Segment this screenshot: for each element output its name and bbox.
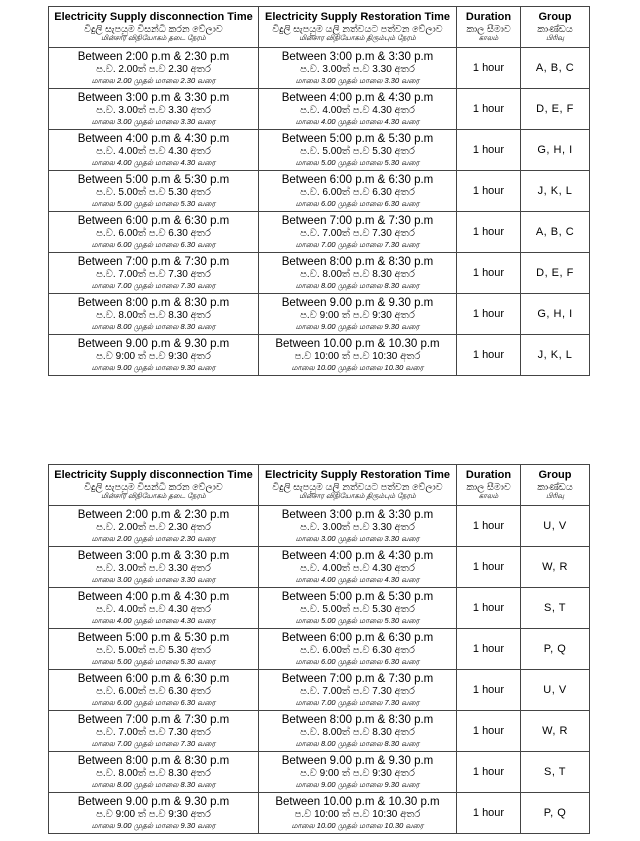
restoration-time-si: ප.ව. 7.00ත් ප.ව 7.30 අතර [300,228,415,240]
duration-cell: 1 hour [457,212,521,253]
header-group-en: Group [538,10,572,23]
restoration-time-en: Between 8:00 p.m & 8:30 p.m [281,713,434,726]
restoration-time-en: Between 10.00 p.m & 10.30 p.m [275,795,440,808]
disconnection-time-si: ප.ව. 8.00ත් ප.ව 8.30 අතර [96,768,211,780]
restoration-time-si: ප.ව. 3.00ත් ප.ව 3.30 අතර [300,522,415,534]
restoration-time-ta: மாலை 5.00 முதல் மாலை 5.30 வரை [295,158,420,168]
restoration-time-si: ප.ව. 8.00ත් ප.ව 8.30 අතර [300,727,415,739]
group-cell: U, V [521,670,590,711]
disconnection-time-ta: மாலை 6.00 முதல் மாலை 6.30 வரை [91,240,216,250]
disconnection-time-ta: மாலை 4.00 முதல் மாலை 4.30 வரை [91,616,216,626]
disconnection-time-si: ප.ව. 7.00ත් ප.ව 7.30 අතර [96,269,211,281]
disconnection-time-si: ප.ව. 5.00ත් ප.ව 5.30 අතර [96,187,211,199]
group-cell: J, K, L [521,171,590,212]
disconnection-time-cell [49,588,259,629]
disconnection-time-en: Between 2:00 p.m & 2:30 p.m [77,50,230,63]
table-row [49,629,590,670]
header-duration [457,465,521,506]
duration-cell: 1 hour [457,335,521,376]
restoration-time-cell [259,48,457,89]
disconnection-time-cell [49,793,259,834]
disconnection-time-en: Between 6:00 p.m & 6:30 p.m [77,214,230,227]
restoration-time-cell [259,793,457,834]
disconnection-time-ta: மாலை 3.00 முதல் மாலை 3.30 வரை [91,575,216,585]
header-disconnection-si: විදුලි සැපයුම විසන්ධි කරන වේලාව [84,481,223,493]
disconnection-time-ta: மாலை 2.00 முதல் மாலை 2.30 வரை [91,534,216,544]
header-group-ta: பிரிவு [545,35,565,43]
restoration-time-en: Between 5:00 p.m & 5:30 p.m [281,590,434,603]
duration-cell: 1 hour [457,752,521,793]
duration-cell: 1 hour [457,294,521,335]
restoration-time-si: ප.ව. 6.00ත් ප.ව 6.30 අතර [300,645,415,657]
restoration-time-si: ප.ව. 6.00ත් ප.ව 6.30 අතර [300,187,415,199]
restoration-time-cell [259,506,457,547]
group-cell: W, R [521,711,590,752]
restoration-time-si: ප.ව. 5.00ත් ප.ව 5.30 අතර [300,146,415,158]
header-restoration [259,465,457,506]
restoration-time-si: ප.ව. 3.00ත් ප.ව 3.30 අතර [300,64,415,76]
disconnection-time-en: Between 8:00 p.m & 8:30 p.m [77,754,230,767]
restoration-time-en: Between 8:00 p.m & 8:30 p.m [281,255,434,268]
header-duration-en: Duration [465,468,512,481]
disconnection-time-en: Between 5:00 p.m & 5:30 p.m [77,631,230,644]
restoration-time-en: Between 6:00 p.m & 6:30 p.m [281,173,434,186]
restoration-time-si: ප.ව 10:00 ත් ප.ව 10:30 අතර [294,809,421,821]
disconnection-time-ta: மாலை 2.00 முதல் மாலை 2.30 வரை [91,76,216,86]
table-row [49,711,590,752]
duration-cell: 1 hour [457,171,521,212]
header-disconnection-si: විදුලි සැපයුම විසන්ධි කරන වේලාව [84,23,223,35]
disconnection-time-en: Between 5:00 p.m & 5:30 p.m [77,173,230,186]
header-group-en: Group [538,468,572,481]
restoration-time-cell [259,711,457,752]
disconnection-time-ta: மாலை 7.00 முதல் மாலை 7.30 வரை [91,739,216,749]
disconnection-time-cell [49,48,259,89]
disconnection-time-si: ප.ව. 4.00ත් ප.ව 4.30 අතර [96,604,211,616]
header-duration-ta: காலம் [478,493,499,501]
table-row [49,670,590,711]
restoration-time-cell [259,335,457,376]
restoration-time-ta: மாலை 3.00 முதல் மாலை 3.30 வரை [295,76,420,86]
header-restoration-si: විදුලි සැපයුම යලි නත්වයට පත්වන වේලාව [272,481,443,493]
disconnection-time-en: Between 7:00 p.m & 7:30 p.m [77,713,230,726]
restoration-time-si: ප.ව 10:00 ත් ප.ව 10:30 අතර [294,351,421,363]
disconnection-time-ta: மாலை 8.00 முதல் மாலை 8.30 வரை [91,322,216,332]
restoration-time-cell [259,547,457,588]
table-row [49,506,590,547]
header-group-si: කාණ්ඩය [537,23,573,35]
disconnection-time-en: Between 4:00 p.m & 4:30 p.m [77,132,230,145]
group-cell: D, E, F [521,89,590,130]
group-cell: S, T [521,752,590,793]
restoration-time-en: Between 9.00 p.m & 9.30 p.m [281,296,434,309]
header-restoration-ta: மின்சார விநியோகம் திரும்பும் நேரம் [299,493,416,501]
disconnection-time-si: ප.ව. 2.00ත් ප.ව 2.30 අතර [96,64,211,76]
disconnection-time-si: ප.ව. 6.00ත් ප.ව 6.30 අතර [96,686,211,698]
group-cell: G, H, I [521,294,590,335]
restoration-time-ta: மாலை 8.00 முதல் மாலை 8.30 வரை [295,739,420,749]
disconnection-time-en: Between 9.00 p.m & 9.30 p.m [77,337,230,350]
disconnection-time-en: Between 8:00 p.m & 8:30 p.m [77,296,230,309]
restoration-time-ta: மாலை 10.00 முதல் மாலை 10.30 வரை [291,821,424,831]
restoration-time-ta: மாலை 6.00 முதல் மாலை 6.30 வரை [295,657,420,667]
disconnection-time-en: Between 9.00 p.m & 9.30 p.m [77,795,230,808]
restoration-time-ta: மாலை 10.00 முதல் மாலை 10.30 வரை [291,363,424,373]
header-restoration [259,7,457,48]
restoration-time-cell [259,294,457,335]
table-row [49,171,590,212]
restoration-time-ta: மாலை 8.00 முதல் மாலை 8.30 வரை [295,281,420,291]
restoration-time-en: Between 9.00 p.m & 9.30 p.m [281,754,434,767]
restoration-time-en: Between 10.00 p.m & 10.30 p.m [275,337,440,350]
header-duration-en: Duration [465,10,512,23]
disconnection-time-si: ප.ව. 4.00ත් ප.ව 4.30 අතර [96,146,211,158]
duration-cell: 1 hour [457,506,521,547]
header-disconnection-ta: மின்சார விநியோகம் தடை நேரம் [101,35,206,43]
restoration-time-cell [259,130,457,171]
group-cell: P, Q [521,793,590,834]
table-row [49,752,590,793]
restoration-time-en: Between 4:00 p.m & 4:30 p.m [281,549,434,562]
disconnection-time-ta: மாலை 5.00 முதல் மாலை 5.30 வரை [91,199,216,209]
header-restoration-en: Electricity Supply Restoration Time [264,10,450,23]
disconnection-time-ta: மாலை 8.00 முதல் மாலை 8.30 வரை [91,780,216,790]
disconnection-time-cell [49,130,259,171]
disconnection-time-cell [49,335,259,376]
restoration-time-en: Between 4:00 p.m & 4:30 p.m [281,91,434,104]
header-duration [457,7,521,48]
header-disconnection-ta: மின்சார விநியோகம் தடை நேரம் [101,493,206,501]
header-group-ta: பிரிவு [545,493,565,501]
disconnection-time-en: Between 2:00 p.m & 2:30 p.m [77,508,230,521]
restoration-time-ta: மாலை 4.00 முதல் மாலை 4.30 வரை [295,117,420,127]
header-duration-si: කාල සීමාව [466,23,511,35]
disconnection-time-si: ප.ව. 3.00ත් ප.ව 3.30 අතර [96,563,211,575]
restoration-time-cell [259,670,457,711]
duration-cell: 1 hour [457,629,521,670]
duration-cell: 1 hour [457,670,521,711]
disconnection-time-cell [49,711,259,752]
table-row [49,588,590,629]
restoration-time-ta: மாலை 7.00 முதல் மாலை 7.30 வரை [295,240,420,250]
group-cell: S, T [521,588,590,629]
table-row [49,335,590,376]
restoration-time-ta: மாலை 9.00 முதல் மாலை 9.30 வரை [295,322,420,332]
table-header-row [49,465,590,506]
restoration-time-si: ප.ව. 7.00ත් ප.ව 7.30 අතර [300,686,415,698]
disconnection-time-si: ප.ව. 5.00ත් ප.ව 5.30 අතර [96,645,211,657]
restoration-time-ta: மாலை 7.00 முதல் மாலை 7.30 வரை [295,698,420,708]
disconnection-time-cell [49,629,259,670]
group-cell: W, R [521,547,590,588]
table-row [49,130,590,171]
disconnection-time-ta: மாலை 9.00 முதல் மாலை 9.30 வரை [91,821,216,831]
table-row [49,793,590,834]
header-duration-ta: காலம் [478,35,499,43]
group-cell: U, V [521,506,590,547]
disconnection-time-cell [49,670,259,711]
disconnection-time-cell [49,253,259,294]
disconnection-time-si: ප.ව 9:00 ත් ප.ව 9:30 අතර [96,809,211,821]
table-row [49,294,590,335]
restoration-time-en: Between 5:00 p.m & 5:30 p.m [281,132,434,145]
restoration-time-en: Between 7:00 p.m & 7:30 p.m [281,214,434,227]
header-restoration-si: විදුලි සැපයුම යලි නත්වයට පත්වන වේලාව [272,23,443,35]
header-group [521,7,590,48]
restoration-time-si: ප.ව. 4.00ත් ප.ව 4.30 අතර [300,105,415,117]
header-restoration-ta: மின்சார விநியோகம் திரும்பும் நேரம் [299,35,416,43]
disconnection-time-si: ප.ව. 7.00ත් ප.ව 7.30 අතර [96,727,211,739]
restoration-time-ta: மாலை 4.00 முதல் மாலை 4.30 வரை [295,575,420,585]
table-row [49,212,590,253]
duration-cell: 1 hour [457,711,521,752]
restoration-time-si: ප.ව. 8.00ත් ප.ව 8.30 අතර [300,269,415,281]
disconnection-time-cell [49,294,259,335]
disconnection-time-si: ප.ව 9:00 ත් ප.ව 9:30 අතර [96,351,211,363]
schedule-table-1 [48,6,590,376]
duration-cell: 1 hour [457,547,521,588]
restoration-time-cell [259,629,457,670]
duration-cell: 1 hour [457,793,521,834]
duration-cell: 1 hour [457,588,521,629]
disconnection-time-si: ප.ව. 6.00ත් ප.ව 6.30 අතර [96,228,211,240]
disconnection-time-ta: மாலை 7.00 முதல் மாலை 7.30 வரை [91,281,216,291]
restoration-time-cell [259,212,457,253]
disconnection-time-si: ප.ව. 2.00ත් ප.ව 2.30 අතර [96,522,211,534]
restoration-time-en: Between 3:00 p.m & 3:30 p.m [281,508,434,521]
disconnection-time-cell [49,212,259,253]
disconnection-time-ta: மாலை 4.00 முதல் மாலை 4.30 வரை [91,158,216,168]
table-row [49,253,590,294]
restoration-time-en: Between 7:00 p.m & 7:30 p.m [281,672,434,685]
restoration-time-si: ප.ව 9:00 ත් ප.ව 9:30 අතර [300,310,415,322]
restoration-time-si: ප.ව. 5.00ත් ප.ව 5.30 අතර [300,604,415,616]
disconnection-time-cell [49,171,259,212]
header-restoration-en: Electricity Supply Restoration Time [264,468,450,481]
group-cell: D, E, F [521,253,590,294]
table-row [49,48,590,89]
schedule-table-2 [48,464,590,834]
disconnection-time-en: Between 3:00 p.m & 3:30 p.m [77,549,230,562]
restoration-time-en: Between 3:00 p.m & 3:30 p.m [281,50,434,63]
disconnection-time-cell [49,547,259,588]
table-row [49,89,590,130]
header-group-si: කාණ්ඩය [537,481,573,493]
group-cell: P, Q [521,629,590,670]
restoration-time-si: ප.ව. 4.00ත් ප.ව 4.30 අතර [300,563,415,575]
duration-cell: 1 hour [457,130,521,171]
disconnection-time-cell [49,506,259,547]
restoration-time-si: ප.ව 9:00 ත් ප.ව 9:30 අතර [300,768,415,780]
disconnection-time-si: ප.ව. 8.00ත් ප.ව 8.30 අතර [96,310,211,322]
restoration-time-ta: மாலை 6.00 முதல் மாலை 6.30 வரை [295,199,420,209]
header-duration-si: කාල සීමාව [466,481,511,493]
table-row [49,547,590,588]
table-header-row [49,7,590,48]
duration-cell: 1 hour [457,89,521,130]
disconnection-time-cell [49,89,259,130]
duration-cell: 1 hour [457,253,521,294]
header-disconnection [49,7,259,48]
group-cell: A, B, C [521,212,590,253]
header-disconnection-en: Electricity Supply disconnection Time [54,10,253,23]
disconnection-time-ta: மாலை 9.00 முதல் மாலை 9.30 வரை [91,363,216,373]
header-disconnection [49,465,259,506]
header-disconnection-en: Electricity Supply disconnection Time [54,468,253,481]
disconnection-time-en: Between 7:00 p.m & 7:30 p.m [77,255,230,268]
disconnection-time-si: ප.ව. 3.00ත් ප.ව 3.30 අතර [96,105,211,117]
restoration-time-en: Between 6:00 p.m & 6:30 p.m [281,631,434,644]
restoration-time-ta: மாலை 5.00 முதல் மாலை 5.30 வரை [295,616,420,626]
restoration-time-cell [259,171,457,212]
disconnection-time-ta: மாலை 5.00 முதல் மாலை 5.30 வரை [91,657,216,667]
duration-cell: 1 hour [457,48,521,89]
restoration-time-cell [259,752,457,793]
restoration-time-cell [259,89,457,130]
disconnection-time-cell [49,752,259,793]
header-group [521,465,590,506]
disconnection-time-ta: மாலை 3.00 முதல் மாலை 3.30 வரை [91,117,216,127]
restoration-time-cell [259,588,457,629]
disconnection-time-en: Between 6:00 p.m & 6:30 p.m [77,672,230,685]
disconnection-time-en: Between 4:00 p.m & 4:30 p.m [77,590,230,603]
group-cell: G, H, I [521,130,590,171]
restoration-time-ta: மாலை 9.00 முதல் மாலை 9.30 வரை [295,780,420,790]
disconnection-time-ta: மாலை 6.00 முதல் மாலை 6.30 வரை [91,698,216,708]
group-cell: J, K, L [521,335,590,376]
restoration-time-cell [259,253,457,294]
restoration-time-ta: மாலை 3.00 முதல் மாலை 3.30 வரை [295,534,420,544]
group-cell: A, B, C [521,48,590,89]
disconnection-time-en: Between 3:00 p.m & 3:30 p.m [77,91,230,104]
